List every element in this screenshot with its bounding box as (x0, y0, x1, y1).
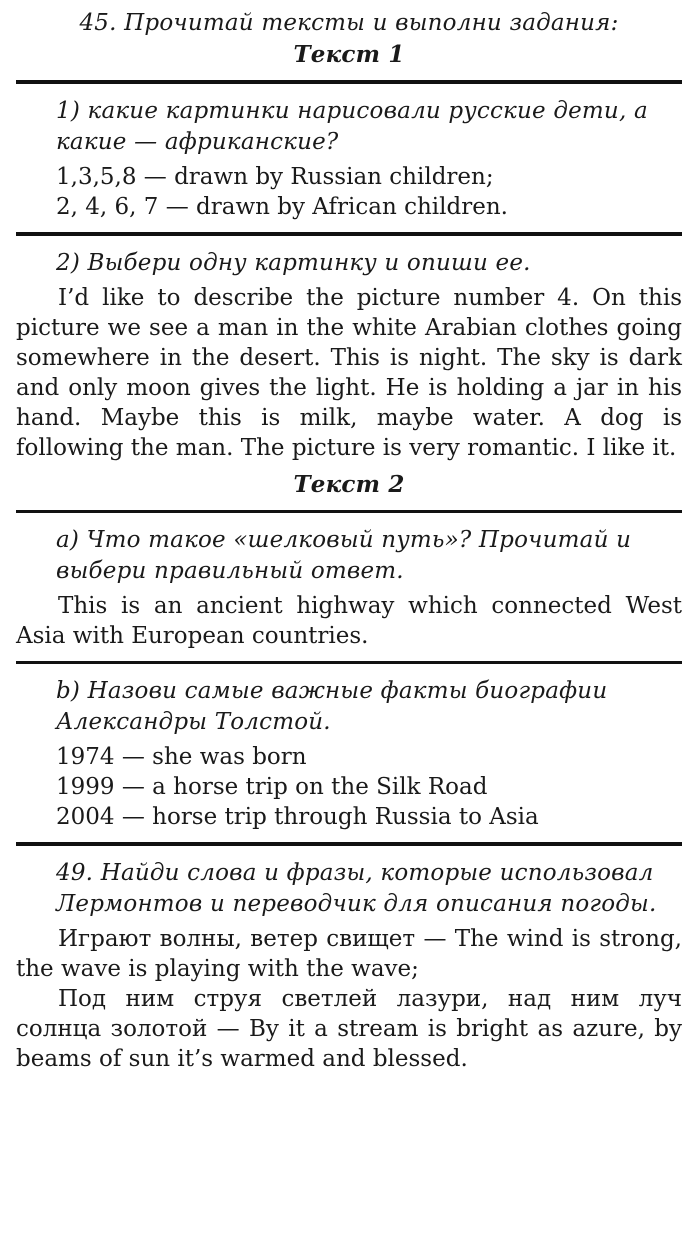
text2-question-b: b) Назови самые важные факты биографии Александры Толстой. (56, 678, 608, 735)
text2-answer-a: This is an ancient highway which connected West Asia with European countries. (16, 593, 682, 649)
text1-question-2: 2) Выбери одну картинку и опиши ее. (56, 250, 531, 276)
answer-line: 1999 — a horse trip on the Silk Road (56, 774, 488, 800)
divider (16, 842, 682, 846)
exercise-49-answer-2: Под ним струя светлей лазури, над ним луч солнца золотой — By it a stream is bright as azure, by beams of sun it’s warmed and blessed. (16, 986, 682, 1072)
divider (16, 232, 682, 236)
divider (16, 510, 682, 513)
divider (16, 80, 682, 84)
exercise-49-prompt: 49. Найди слова и фразы, которые использовал Лермонтов и переводчик для описания погоды. (56, 860, 657, 917)
textbook-page (16, 8, 682, 1074)
answer-line: 2, 4, 6, 7 — drawn by African children. (56, 194, 508, 220)
text2-answer-b (16, 742, 682, 832)
text1-question-1: 1) какие картинки нарисовали русские дети, а какие — африканские? (56, 98, 648, 155)
answer-line: 1974 — she was born (56, 744, 307, 770)
exercise-49-answer-1: Играют волны, ветер свищет — The wind is strong, the wave is playing with the wave; (16, 926, 682, 982)
divider (16, 661, 682, 664)
text1-answer-2: I’d like to describe the picture number 4. On this picture we see a man in the white Arabian clothes going somewhere in the desert. This is night. The sky is dark and only moon gives the light. He is holding a jar in his hand. Maybe this is milk, maybe water. A dog is following the man. The picture is very romantic. I like it. (16, 285, 682, 461)
text1-heading: Текст 1 (293, 41, 405, 68)
answer-line: 1,3,5,8 — drawn by Russian children; (56, 164, 494, 190)
answer-line: 2004 — horse trip through Russia to Asia (56, 804, 539, 830)
text2-question-a: а) Что такое «шелковый путь»? Прочитай и выбери правильный ответ. (56, 527, 632, 584)
text2-heading: Текст 2 (293, 471, 405, 498)
exercise-45-title: 45. Прочитай тексты и выполни задания: (79, 10, 619, 36)
text1-answer-1 (16, 162, 682, 222)
